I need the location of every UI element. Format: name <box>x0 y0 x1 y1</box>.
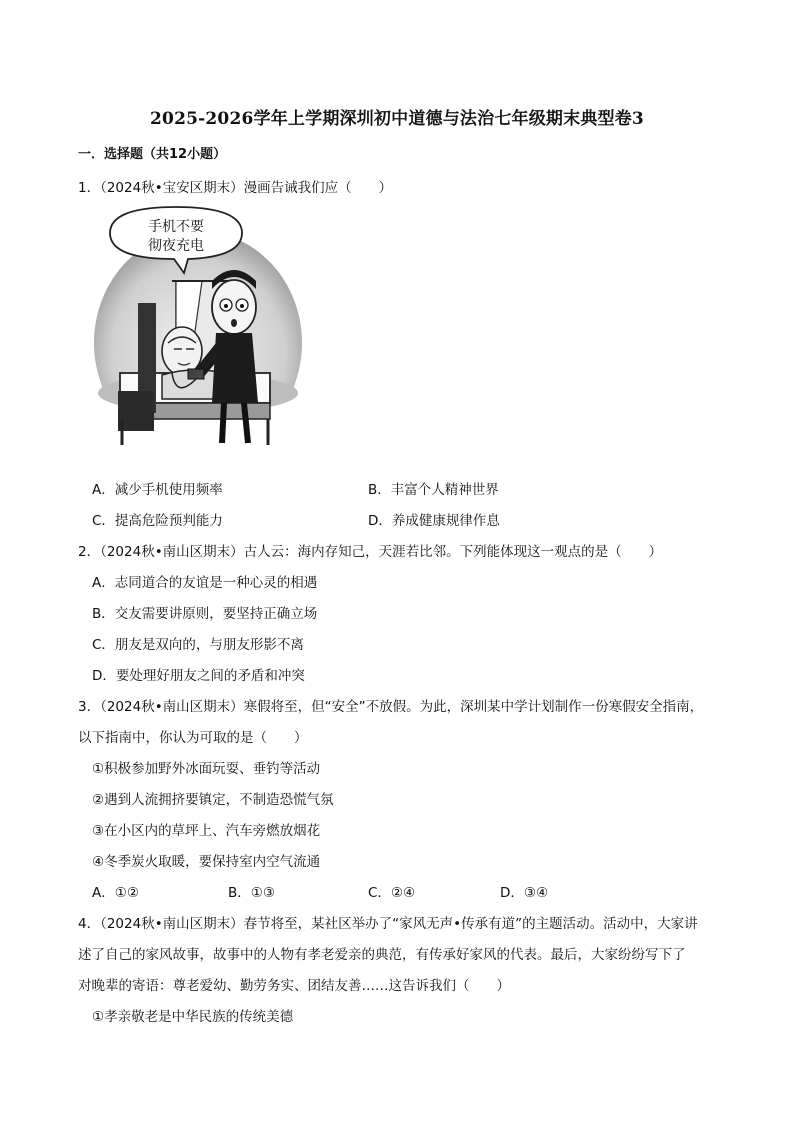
page-title: 2025-2026学年上学期深圳初中道德与法治七年级期末典型卷3 <box>150 109 644 129</box>
bubble-text-line1: 手机不要 <box>148 219 204 235</box>
section-heading: 一．选择题（共12小题） <box>78 147 227 162</box>
cartoon-illustration <box>92 203 304 465</box>
q1-option-c[interactable]: C．提高危险预判能力 <box>92 513 223 529</box>
q2-option-d[interactable]: D．要处理好朋友之间的矛盾和冲突 <box>92 668 305 684</box>
q1-option-d[interactable]: D．养成健康规律作息 <box>368 513 500 529</box>
q3-option-c[interactable]: C．②④ <box>368 885 416 901</box>
question-1-stem: 1．（2024秋•宝安区期末）漫画告诫我们应（ ） <box>78 180 393 196</box>
q4-item-1: ①孝亲敬老是中华民族的传统美德 <box>92 1009 294 1025</box>
q3-item-2: ②遇到人流拥挤要镇定，不制造恐慌气氛 <box>92 792 334 808</box>
q3-option-d[interactable]: D．③④ <box>500 885 549 901</box>
q3-option-a[interactable]: A．①② <box>92 885 139 901</box>
question-4-stem: 4．（2024秋•南山区期末）春节将至，某社区举办了“家风无声•传承有道”的主题活动。活动中，大家讲 <box>78 916 698 932</box>
q2-option-b[interactable]: B．交友需要讲原则，要坚持正确立场 <box>92 606 318 622</box>
q1-option-b[interactable]: B．丰富个人精神世界 <box>368 482 499 498</box>
q1-option-a[interactable]: A．减少手机使用频率 <box>92 482 223 498</box>
question-4-stem-continued-2: 对晚辈的寄语：尊老爱幼、勤劳务实、团结友善……这告诉我们（ ） <box>78 978 510 994</box>
question-4-stem-continued-1: 述了自己的家风故事，故事中的人物有孝老爱亲的典范，有传承好家风的代表。最后，大家纷纷写下了 <box>78 947 686 963</box>
bubble-text-line2: 彻夜充电 <box>148 238 204 254</box>
question-3-stem: 3．（2024秋•南山区期末）寒假将至，但“安全”不放假。为此，深圳某中学计划制作一份寒假安全指南， <box>78 699 704 715</box>
q3-option-b[interactable]: B．①③ <box>228 885 275 901</box>
q2-option-c[interactable]: C．朋友是双向的，与朋友形影不离 <box>92 637 304 653</box>
question-3-stem-continued: 以下指南中，你认为可取的是（ ） <box>78 730 308 746</box>
question-2-stem: 2．（2024秋•南山区期末）古人云：海内存知己，天涯若比邻。下列能体现这一观点的是（ ） <box>78 544 663 560</box>
q3-item-3: ③在小区内的草坪上、汽车旁燃放烟花 <box>92 823 321 839</box>
q3-item-4: ④冬季炭火取暖，要保持室内空气流通 <box>92 854 321 870</box>
q3-item-1: ①积极参加野外冰面玩耍、垂钓等活动 <box>92 761 321 777</box>
q2-option-a[interactable]: A．志同道合的友谊是一种心灵的相遇 <box>92 575 318 591</box>
